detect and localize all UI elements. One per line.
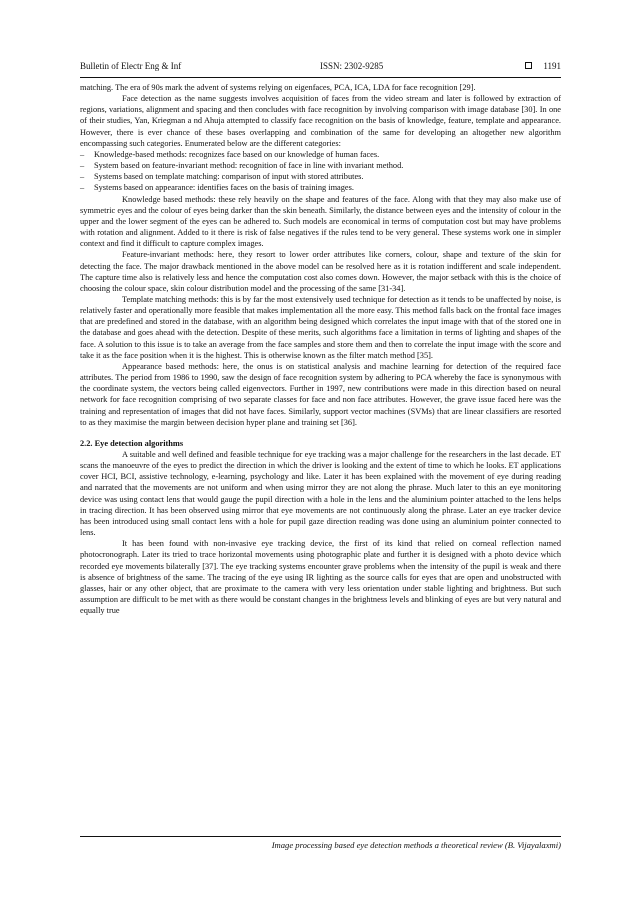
dash-bullet: – (80, 183, 85, 193)
page-number: 1191 (543, 61, 561, 71)
article-body (80, 82, 561, 616)
dash-bullet: – (80, 172, 85, 182)
dash-bullet: – (80, 149, 85, 159)
section-heading: 2.2. Eye detection algorithms (80, 438, 184, 448)
dash-bullet: – (80, 161, 85, 171)
list-item-text: Systems based on template matching: comparison of input with stored attributes. (94, 172, 364, 182)
list-item (80, 160, 561, 171)
journal-name: Bulletin of Electr Eng & Inf (80, 61, 182, 71)
list-item (80, 149, 561, 160)
list-item (80, 182, 561, 193)
paragraph-face-detection: Face detection as the name suggests involves acquisition of faces from the video stream and later is followed by extraction of regions, variations, alignment and spacing and then concludes with face recognition by involving comparison with image database [30]. In one of their studies, Yan, Kriegman a nd Ahuja attempted to classify face recognition on the basis of knowledge, feature, template and appearance. However, there is ever chance of these bases overlapping and combination of the same for developing an altogether new algorithm encompassing such categories. Enumerated below are the different categories: (80, 94, 561, 148)
paragraph-appearance-based: Appearance based methods: here, the onus is on statistical analysis and machine learning for detection of the required face attributes. The period from 1986 to 1990, saw the design of face recognition system by adhering to PCA whereby the face is synonymous with the coordinate system, the vectors being called eigenvectors. Further in 1997, new contributions were made in this direction based on neural network for face recognition comprising of two separate classes for face and non face attributes. However, the grave issue faced here was the training and representation of images that did not have faces. Similarly, support vector machines (SVMs) that are linear classifiers are resorted to as they maximise the margin between decision hyper plane and training set [36]. (80, 361, 561, 427)
paragraph-knowledge-based: Knowledge based methods: these rely heavily on the shape and features of the face. Along with that they may also make use of symmetric eyes and the colour of eyes being darker than the skin beneath. Similarly, the distance between eyes and the intensity of colour in the upper and the lower segment of the eyes can be adhered to. Such models are economical in terms of computation cost but may have problems with rotation and alignment. Added to it there is risk of false negatives if the rules tend to be very general. These systems work one in simpler context and find it difficult to capture complex images. (80, 194, 561, 249)
header-divider (80, 77, 561, 78)
paragraph-template-matching: Template matching methods: this is by far the most extensively used technique for detection as it tends to be unaffected by noise, is relatively faster and operationally more feasible that makes implementation all the more easy. This method falls back on the frontal face images that are predefined and stored in the database, with an algorithm being designed which correlates the input image with that of the stored one in the database and goes ahead with the detection. Despite of these merits, such algorithms face a limitation in terms of lighting and shapes of the face. A solution to this issue is to take an average from the face samples and store them and then to correlate the input image with the score and take it as the face position when it is the highest. This is otherwise known as the filter match method [35]. (80, 294, 561, 360)
paragraph-eye-detection: A suitable and well defined and feasible technique for eye tracking was a major challenge for the researchers in the last decade. ET scans the manoeuvre of the eyes to predict the direction in which the driver is looking and the extent of time to which he looks. ET applications cover HCI, BCI, assistive technology, e-learning, psychology and like. Later it has been explained with the movement of eye during reading and narrated that the movements are not uniform and when using mirror they are not along the phrase. Much later to this an eye monitoring device was using contact lens that would gauge the pupil direction with a hole in the lens and the aluminium pointer attached to the lens helps in tracing direction. It has been observed using mirror that eye movements are not continuously along the phrase. Later an eye tracker device has been introduced using small contact lens with a hole for pupil gaze direction reading was done using an aluminium pointer connected to lens. (80, 450, 561, 538)
list-item (80, 171, 561, 182)
square-icon (525, 62, 532, 69)
list-item-text: Knowledge-based methods: recognizes face based on our knowledge of human faces. (94, 149, 380, 159)
running-header (80, 60, 561, 76)
paragraph-feature-invariant: Feature-invariant methods: here, they resort to lower order attributes like corners, colour, shape and texture of the skin for detecting the face. The major drawback mentioned in the above model can be resolved here as it is rotation indifferent and scale independent. The capture time also is relatively less and hence the computation cost also comes down. However, the major setback with this is the choice of choosing the colour space, skin colour distribution model and the processing of the same [31-34]. (80, 250, 561, 293)
issn: ISSN: 2302-9285 (320, 61, 384, 71)
list-item-text: System based on feature-invariant method: recognition of face in line with invariant method. (94, 161, 404, 171)
category-list (80, 149, 561, 194)
paragraph-eye-tracking: It has been found with non-invasive eye tracking device, the first of its kind that relied on corneal reflection named photocronograph. Later its tried to trace horizontal movements using photographic plate and further it is designed with a photo device which recorded eye movements bilaterally [37]. The eye tracking systems encounter grave problems when the intensity of the pupil is weak and there is absence of brightness of the same. The tracing of the eye using IR lighting as the source calls for eyes that are open and unobstructed with glasses, hair or any other object, that are proximate to the camera with very less orientation under stable lighting and brightness. But such assumption are difficult to be met with as there would be constant changes in the brightness levels and blinking of eyes are but very natural and equally true (80, 539, 561, 616)
running-footer: Image processing based eye detection methods a theoretical review (B. Vijayalaxmi) (271, 840, 561, 850)
list-item-text: Systems based on appearance: identifies faces on the basis of training images. (94, 183, 354, 193)
footer-divider (80, 836, 561, 837)
paragraph-continuation: matching. The era of 90s mark the advent of systems relying on eigenfaces, PCA, ICA, LDA for face recognition [29]. (80, 83, 476, 92)
